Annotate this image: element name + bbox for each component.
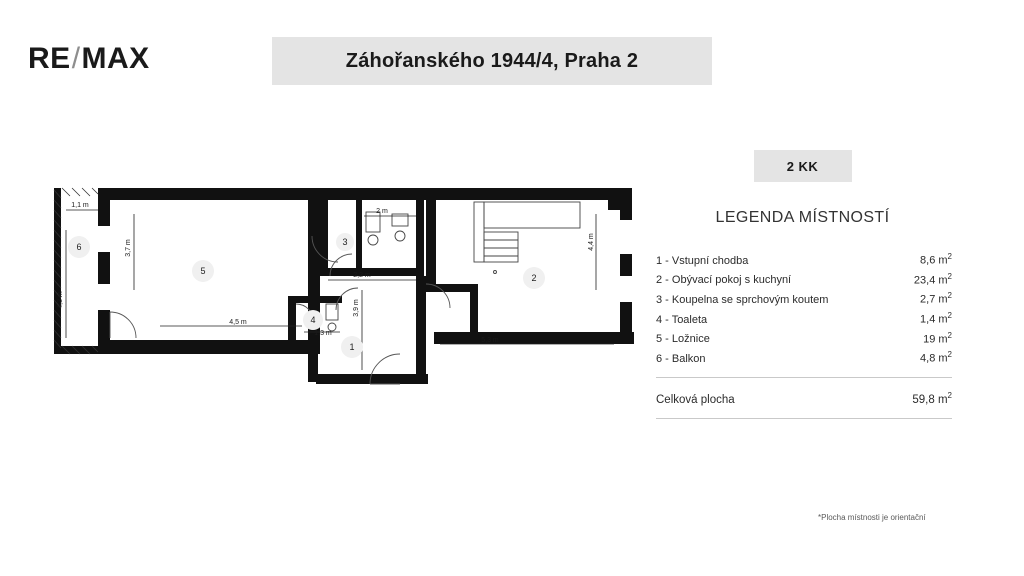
dimension-label: 4,5 m xyxy=(229,319,247,326)
legend-row xyxy=(650,249,955,269)
legend-room-label: 2 - Obývací pokoj s kuchyní xyxy=(656,274,792,287)
legend-room-area: 1,4 $m^2$ xyxy=(920,310,952,326)
page-title-banner xyxy=(272,37,712,85)
legend-heading: LEGENDA MÍSTNOSTÍ xyxy=(715,209,890,226)
legend-room-label: 5 - Ložnice xyxy=(656,333,710,346)
footnote: *Plocha místnosti je orientační xyxy=(818,513,926,522)
room-marker-6: 6 xyxy=(76,242,82,252)
window-openings xyxy=(98,220,632,310)
dimension-label: 2 m xyxy=(376,208,388,215)
legend-room-area: 2,7 $m^2$ xyxy=(920,291,952,306)
legend-room-label: 4 - Toaleta xyxy=(656,313,708,326)
legend-total-row xyxy=(650,378,955,406)
dimension-label: 5,3 m xyxy=(481,337,499,344)
dimension-label: 2,2 m xyxy=(353,272,371,279)
legend-room-label: 3 - Koupelna se sprchovým koutem xyxy=(656,293,829,306)
remax-logo xyxy=(28,42,150,76)
room-marker-3: 3 xyxy=(342,237,348,247)
dimension-label: 4,3 m xyxy=(57,291,64,309)
dimension-label: 4,4 m xyxy=(588,233,595,251)
legend-row xyxy=(650,288,955,308)
dimension-label: 3,7 m xyxy=(125,239,132,257)
page-title: Záhořanského 1944/4, Praha 2 xyxy=(345,49,639,72)
legend-room-area: 23,4 $m^2$ xyxy=(913,271,952,287)
logo-prefix: RE xyxy=(28,42,71,75)
dimension-label: 3,9 m xyxy=(353,299,360,317)
legend-total-area: 59,8 $m^2$ xyxy=(912,390,952,406)
logo-suffix: MAX xyxy=(81,42,150,75)
legend-panel xyxy=(650,150,955,419)
legend-bottom-rule xyxy=(656,418,952,419)
kitchen-fixtures xyxy=(474,202,580,274)
dimension-label: 1,3 m xyxy=(314,330,332,337)
legend-total-label: Celková plocha xyxy=(656,393,735,406)
legend-row xyxy=(650,308,955,328)
legend-room-label: 6 - Balkon xyxy=(656,352,706,365)
room-marker-4: 4 xyxy=(310,315,316,325)
apartment-type-badge: 2 KK xyxy=(754,150,852,182)
room-marker-2: 2 xyxy=(531,273,537,283)
room-marker-1: 1 xyxy=(349,342,355,352)
legend-room-label: 1 - Vstupní chodba xyxy=(656,254,749,267)
legend-room-area: 19 $m^2$ xyxy=(923,330,952,346)
legend-row xyxy=(650,269,955,289)
dimension-label: 1,1 m xyxy=(71,202,89,209)
legend-row xyxy=(650,347,955,367)
wall-structure xyxy=(54,188,634,384)
legend-room-list xyxy=(650,249,955,367)
door-swings xyxy=(110,236,450,384)
legend-row xyxy=(650,328,955,348)
logo-slash: / xyxy=(71,42,81,75)
legend-room-area: 8,6 $m^2$ xyxy=(920,252,952,267)
floorplan-drawing xyxy=(40,180,640,425)
room-marker-5: 5 xyxy=(200,266,206,276)
legend-room-area: 4,8 $m^2$ xyxy=(920,350,952,365)
